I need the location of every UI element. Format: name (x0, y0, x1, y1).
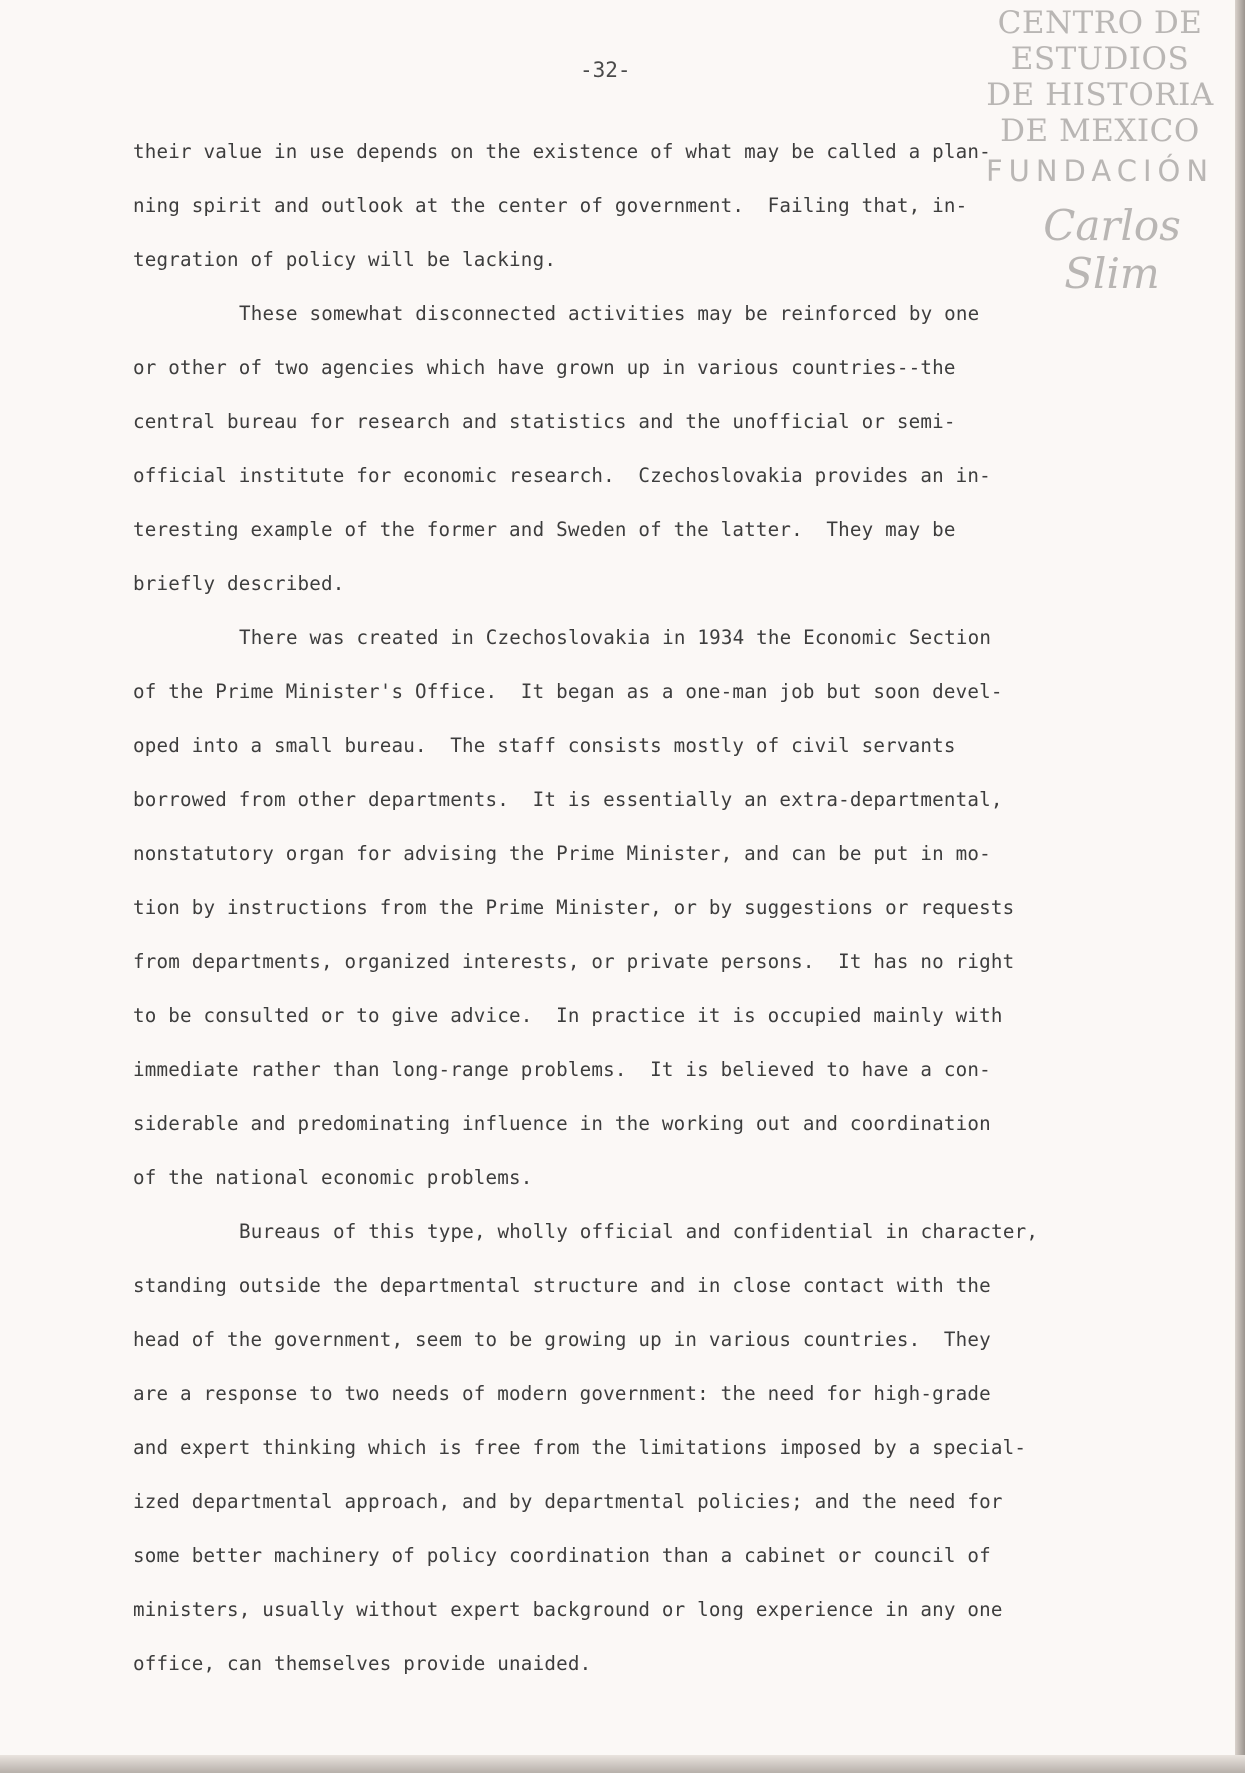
watermark-line: CENTRO DE (997, 5, 1203, 41)
text-line: standing outside the departmental structure and in close contact with the (133, 1274, 991, 1297)
text-line: and expert thinking which is free from the limitations imposed by a special- (133, 1436, 1027, 1459)
paragraph-2 (133, 287, 1148, 611)
page-number: -32- (580, 58, 631, 82)
text-line: siderable and predominating influence in the working out and coordination (133, 1112, 991, 1135)
watermark-line: DE MEXICO (1000, 113, 1200, 149)
watermark-line: DE HISTORIA (986, 77, 1214, 113)
text-line: official institute for economic research. Czechoslovakia provides an in- (133, 464, 991, 487)
text-line: tion by instructions from the Prime Minister, or by suggestions or requests (133, 896, 1015, 919)
typed-body-text (133, 125, 1148, 1691)
text-line: borrowed from other departments. It is essentially an extra-departmental, (133, 788, 1003, 811)
text-line: ministers, usually without expert background or long experience in any one (133, 1598, 1003, 1621)
text-line: to be consulted or to give advice. In practice it is occupied mainly with (133, 1004, 1003, 1027)
text-line: head of the government, seem to be growing up in various countries. They (133, 1328, 991, 1351)
text-line: of the Prime Minister's Office. It began as a one-man job but soon devel- (133, 680, 1003, 703)
text-line: teresting example of the former and Sweden of the latter. They may be (133, 518, 956, 541)
text-line: ning spirit and outlook at the center of government. Failing that, in- (133, 194, 968, 217)
text-line: There was created in Czechoslovakia in 1934 the Economic Section (239, 626, 992, 649)
watermark-line: ESTUDIOS (1010, 41, 1190, 77)
page-edge-shadow-right (1235, 0, 1245, 1773)
text-line: These somewhat disconnected activities may be reinforced by one (239, 302, 980, 325)
page-edge-shadow-bottom (0, 1755, 1245, 1773)
paragraph-1 (133, 125, 1148, 287)
text-line: briefly described. (133, 572, 345, 595)
text-line: office, can themselves provide unaided. (133, 1652, 592, 1675)
text-line: ized departmental approach, and by departmental policies; and the need for (133, 1490, 1003, 1513)
text-line: some better machinery of policy coordination than a cabinet or council of (133, 1544, 991, 1567)
text-line: tegration of policy will be lacking. (133, 248, 557, 271)
text-line: Bureaus of this type, wholly official and confidential in character, (239, 1220, 1039, 1243)
text-line: oped into a small bureau. The staff consists mostly of civil servants (133, 734, 956, 757)
watermark-signature: Carlos Slim (1043, 201, 1181, 298)
text-line: their value in use depends on the existence of what may be called a plan- (133, 140, 991, 163)
text-line: or other of two agencies which have grown up in various countries--the (133, 356, 956, 379)
text-line: immediate rather than long-range problems. It is believed to have a con- (133, 1058, 991, 1081)
text-line: are a response to two needs of modern government: the need for high-grade (133, 1382, 991, 1405)
text-line: nonstatutory organ for advising the Prime Minister, and can be put in mo- (133, 842, 991, 865)
paragraph-3 (133, 611, 1148, 1205)
watermark-foundation: FUNDACIÓN (985, 154, 1215, 188)
text-line: central bureau for research and statistics and the unofficial or semi- (133, 410, 956, 433)
text-line: from departments, organized interests, or private persons. It has no right (133, 950, 1015, 973)
paragraph-4 (133, 1205, 1148, 1691)
text-line: of the national economic problems. (133, 1166, 533, 1189)
